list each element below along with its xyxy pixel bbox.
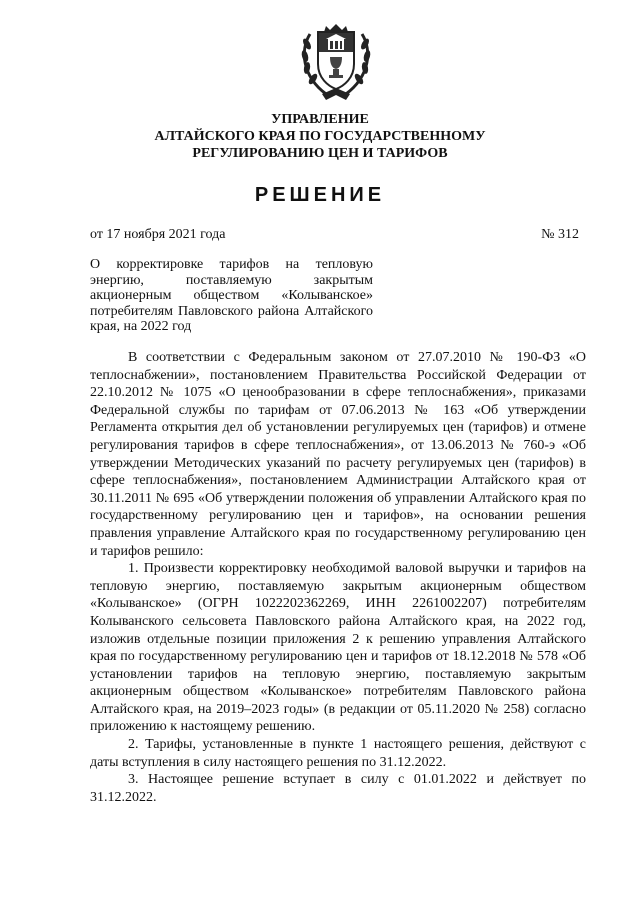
document-subject: О корректировке тарифов на тепловую энергию, поставляемую закрытым акционерным обществом «Колыванское» потребителям Павловского района Алтайского края, на 2022 год [90, 257, 373, 335]
clause-3-paragraph: 3. Настоящее решение вступает в силу с 01.01.2022 и действует по 31.12.2022. [90, 772, 586, 805]
document-body [90, 349, 586, 806]
clause-1-paragraph: 1. Произвести корректировку необходимой валовой выручки и тарифов на тепловую энергию, поставляемую закрытым акционерным обществом «Колыванское» (ОГРН 1022202362269, ИНН 2261002207) потребителям Колыванского сельсовета Павловского района Алтайского края, на 2022 год, изложив отдельные позиции приложения 2 к решению управления Алтайского края по государственному регулированию цен и тарифов от 18.12.2018 № 578 «Об установлении тарифов на тепловую энергию, поставляемую закрытым акционерным обществом «Колыванское» потребителям Павловского района Алтайского края, на 2019–2023 годы» (в редакции от 05.11.2020 № 258) согласно приложению к настоящему решению. [90, 561, 586, 735]
document-number: № 312 [541, 227, 579, 242]
clause-2-paragraph: 2. Тарифы, установленные в пункте 1 настоящего решения, действуют с даты вступления в силу настоящего решения по 31.12.2022. [90, 737, 586, 770]
document-type-title: РЕШЕНИЕ [254, 184, 386, 206]
agency-line-2: АЛТАЙСКОГО КРАЯ ПО ГОСУДАРСТВЕННОМУ [154, 129, 486, 144]
agency-line-1: УПРАВЛЕНИЕ [271, 112, 369, 127]
agency-line-3: РЕГУЛИРОВАНИЮ ЦЕН И ТАРИФОВ [192, 146, 448, 161]
document-date: от 17 ноября 2021 года [90, 227, 226, 242]
agency-name [80, 111, 560, 162]
altai-krai-coat-of-arms-icon [296, 24, 376, 102]
preamble-paragraph: В соответствии с Федеральным законом от 27.07.2010 № 190-ФЗ «О теплоснабжении», постановлением Правительства Российской Федерации от 22.10.2012 № 1075 «О ценообразовании в сфере теплоснабжения», приказами Федеральной службы по тарифам от 07.06.2013 № 163 «Об утверждении Регламента открытия дел об установлении регулируемых цен (тарифов) и отмене регулирования тарифов в сфере теплоснабжения», от 13.06.2013 № 760-э «Об утверждении Методических указаний по расчету регулируемых цен (тарифов) в сфере теплоснабжения», постановлением Администрации Алтайского края от 30.11.2011 № 695 «Об утверждении положения об управлении Алтайского края по государственному регулированию цен и тарифов», на основании решения правления управление Алтайского края по государственному регулированию цен и тарифов решило: [90, 350, 586, 559]
